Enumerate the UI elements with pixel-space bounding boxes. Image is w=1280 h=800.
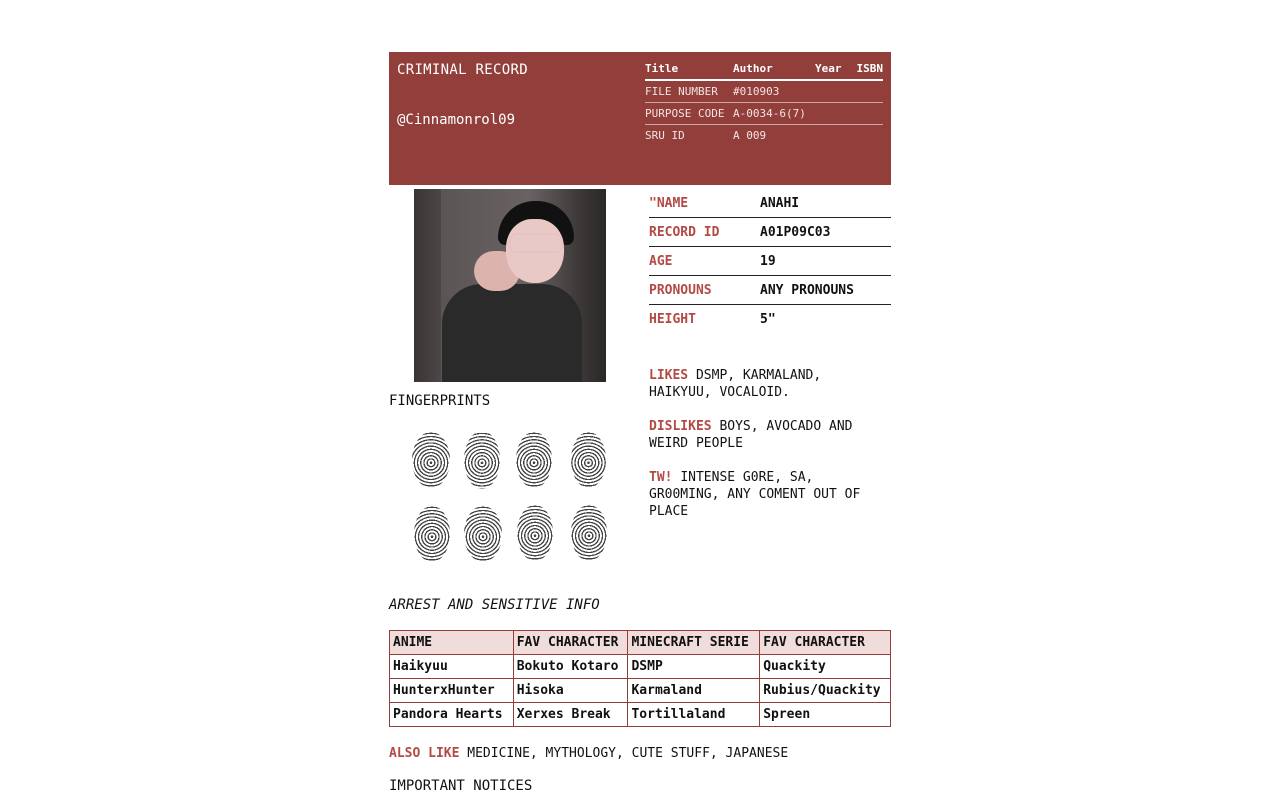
photo-glasses bbox=[509, 233, 563, 253]
record-header bbox=[389, 52, 891, 185]
table-header-row bbox=[390, 631, 891, 655]
info-key: RECORD ID bbox=[649, 224, 720, 240]
dislikes-text: BOYS, AVOCADO AND WEIRD PEOPLE bbox=[649, 419, 853, 451]
table-row bbox=[390, 655, 891, 679]
preferences bbox=[649, 367, 889, 537]
col-isbn: ISBN bbox=[856, 62, 883, 75]
fingerprint-icon bbox=[414, 506, 450, 562]
info-value: A01P09C03 bbox=[760, 224, 831, 240]
info-value: 19 bbox=[760, 253, 776, 269]
table-cell: Pandora Hearts bbox=[390, 703, 514, 727]
info-key: PRONOUNS bbox=[649, 282, 712, 298]
table-cell: Spreen bbox=[760, 703, 891, 727]
profile-info bbox=[649, 189, 891, 333]
header-table bbox=[645, 62, 883, 146]
info-key: AGE bbox=[649, 253, 673, 269]
table-cell: Quackity bbox=[760, 655, 891, 679]
row-value: #010903 bbox=[733, 85, 780, 98]
row-label: FILE NUMBER bbox=[645, 85, 718, 98]
table-row bbox=[390, 703, 891, 727]
info-key: "NAME bbox=[649, 195, 689, 211]
important-notices-title: IMPORTANT NOTICES bbox=[389, 778, 533, 794]
arrest-title: ARREST AND SENSITIVE INFO bbox=[389, 597, 600, 613]
also-like bbox=[389, 746, 788, 761]
table-cell: Karmaland bbox=[628, 679, 760, 703]
tw-label: TW! bbox=[649, 470, 673, 485]
likes bbox=[649, 367, 889, 401]
fingerprint-icon bbox=[464, 506, 502, 562]
header-table-row bbox=[645, 103, 883, 125]
info-value: ANAHI bbox=[760, 195, 800, 211]
row-value: A 009 bbox=[733, 129, 767, 142]
fingerprint-icon bbox=[571, 505, 607, 561]
info-row-record-id bbox=[649, 218, 891, 247]
photo-shirt bbox=[442, 284, 582, 382]
info-key: HEIGHT bbox=[649, 311, 696, 327]
table-cell: HunterxHunter bbox=[390, 679, 514, 703]
table-cell: Bokuto Kotaro bbox=[513, 655, 628, 679]
also-like-text: MEDICINE, MYTHOLOGY, CUTE STUFF, JAPANESE bbox=[467, 746, 789, 761]
col-year: Year bbox=[815, 62, 842, 75]
info-row-pronouns bbox=[649, 276, 891, 305]
header-table-row bbox=[645, 81, 883, 103]
table-cell: Rubius/Quackity bbox=[760, 679, 891, 703]
row-label: PURPOSE CODE bbox=[645, 107, 725, 120]
trigger-warnings bbox=[649, 469, 889, 520]
profile-photo bbox=[414, 189, 606, 382]
table-cell: Haikyuu bbox=[390, 655, 514, 679]
fingerprint-icon bbox=[517, 505, 553, 561]
fingerprint-icon bbox=[571, 432, 606, 488]
fingerprints-label: FINGERPRINTS bbox=[389, 393, 491, 409]
row-label: SRU ID bbox=[645, 129, 685, 142]
table-cell: DSMP bbox=[628, 655, 760, 679]
record-title: CRIMINAL RECORD bbox=[397, 62, 528, 78]
table-cell: Hisoka bbox=[513, 679, 628, 703]
likes-label: LIKES bbox=[649, 368, 689, 383]
col-author: Author bbox=[733, 62, 773, 75]
dislikes bbox=[649, 418, 889, 452]
table-row bbox=[390, 679, 891, 703]
info-row-height bbox=[649, 305, 891, 333]
fingerprint-icon bbox=[464, 431, 500, 489]
fingerprints-grid bbox=[409, 432, 611, 572]
table-header: ANIME bbox=[390, 631, 514, 655]
also-like-label: ALSO LIKE bbox=[389, 746, 460, 761]
info-row-name bbox=[649, 189, 891, 218]
likes-text: DSMP, KARMALAND, HAIKYUU, VOCALOID. bbox=[649, 368, 822, 400]
fingerprint-icon bbox=[516, 432, 552, 488]
col-title: Title bbox=[645, 62, 679, 75]
dislikes-label: DISLIKES bbox=[649, 419, 712, 434]
tw-text: INTENSE G0RE, SA, GR00MING, ANY COMENT OUT OF PLACE bbox=[649, 470, 861, 519]
record-sheet bbox=[389, 52, 891, 794]
header-table-row bbox=[645, 125, 883, 146]
table-header: FAV CHARACTER bbox=[513, 631, 628, 655]
favorites-table bbox=[389, 630, 891, 727]
table-cell: Tortillaland bbox=[628, 703, 760, 727]
fingerprint-icon bbox=[412, 432, 450, 488]
table-header: FAV CHARACTER bbox=[760, 631, 891, 655]
user-handle: @Cinnamonrol09 bbox=[397, 112, 516, 128]
table-header: MINECRAFT SERIE bbox=[628, 631, 760, 655]
info-value: ANY PRONOUNS bbox=[760, 282, 854, 298]
info-row-age bbox=[649, 247, 891, 276]
row-value: A-0034-6(7) bbox=[733, 107, 806, 120]
info-value: 5" bbox=[760, 311, 776, 327]
header-table-head bbox=[645, 62, 883, 81]
table-cell: Xerxes Break bbox=[513, 703, 628, 727]
